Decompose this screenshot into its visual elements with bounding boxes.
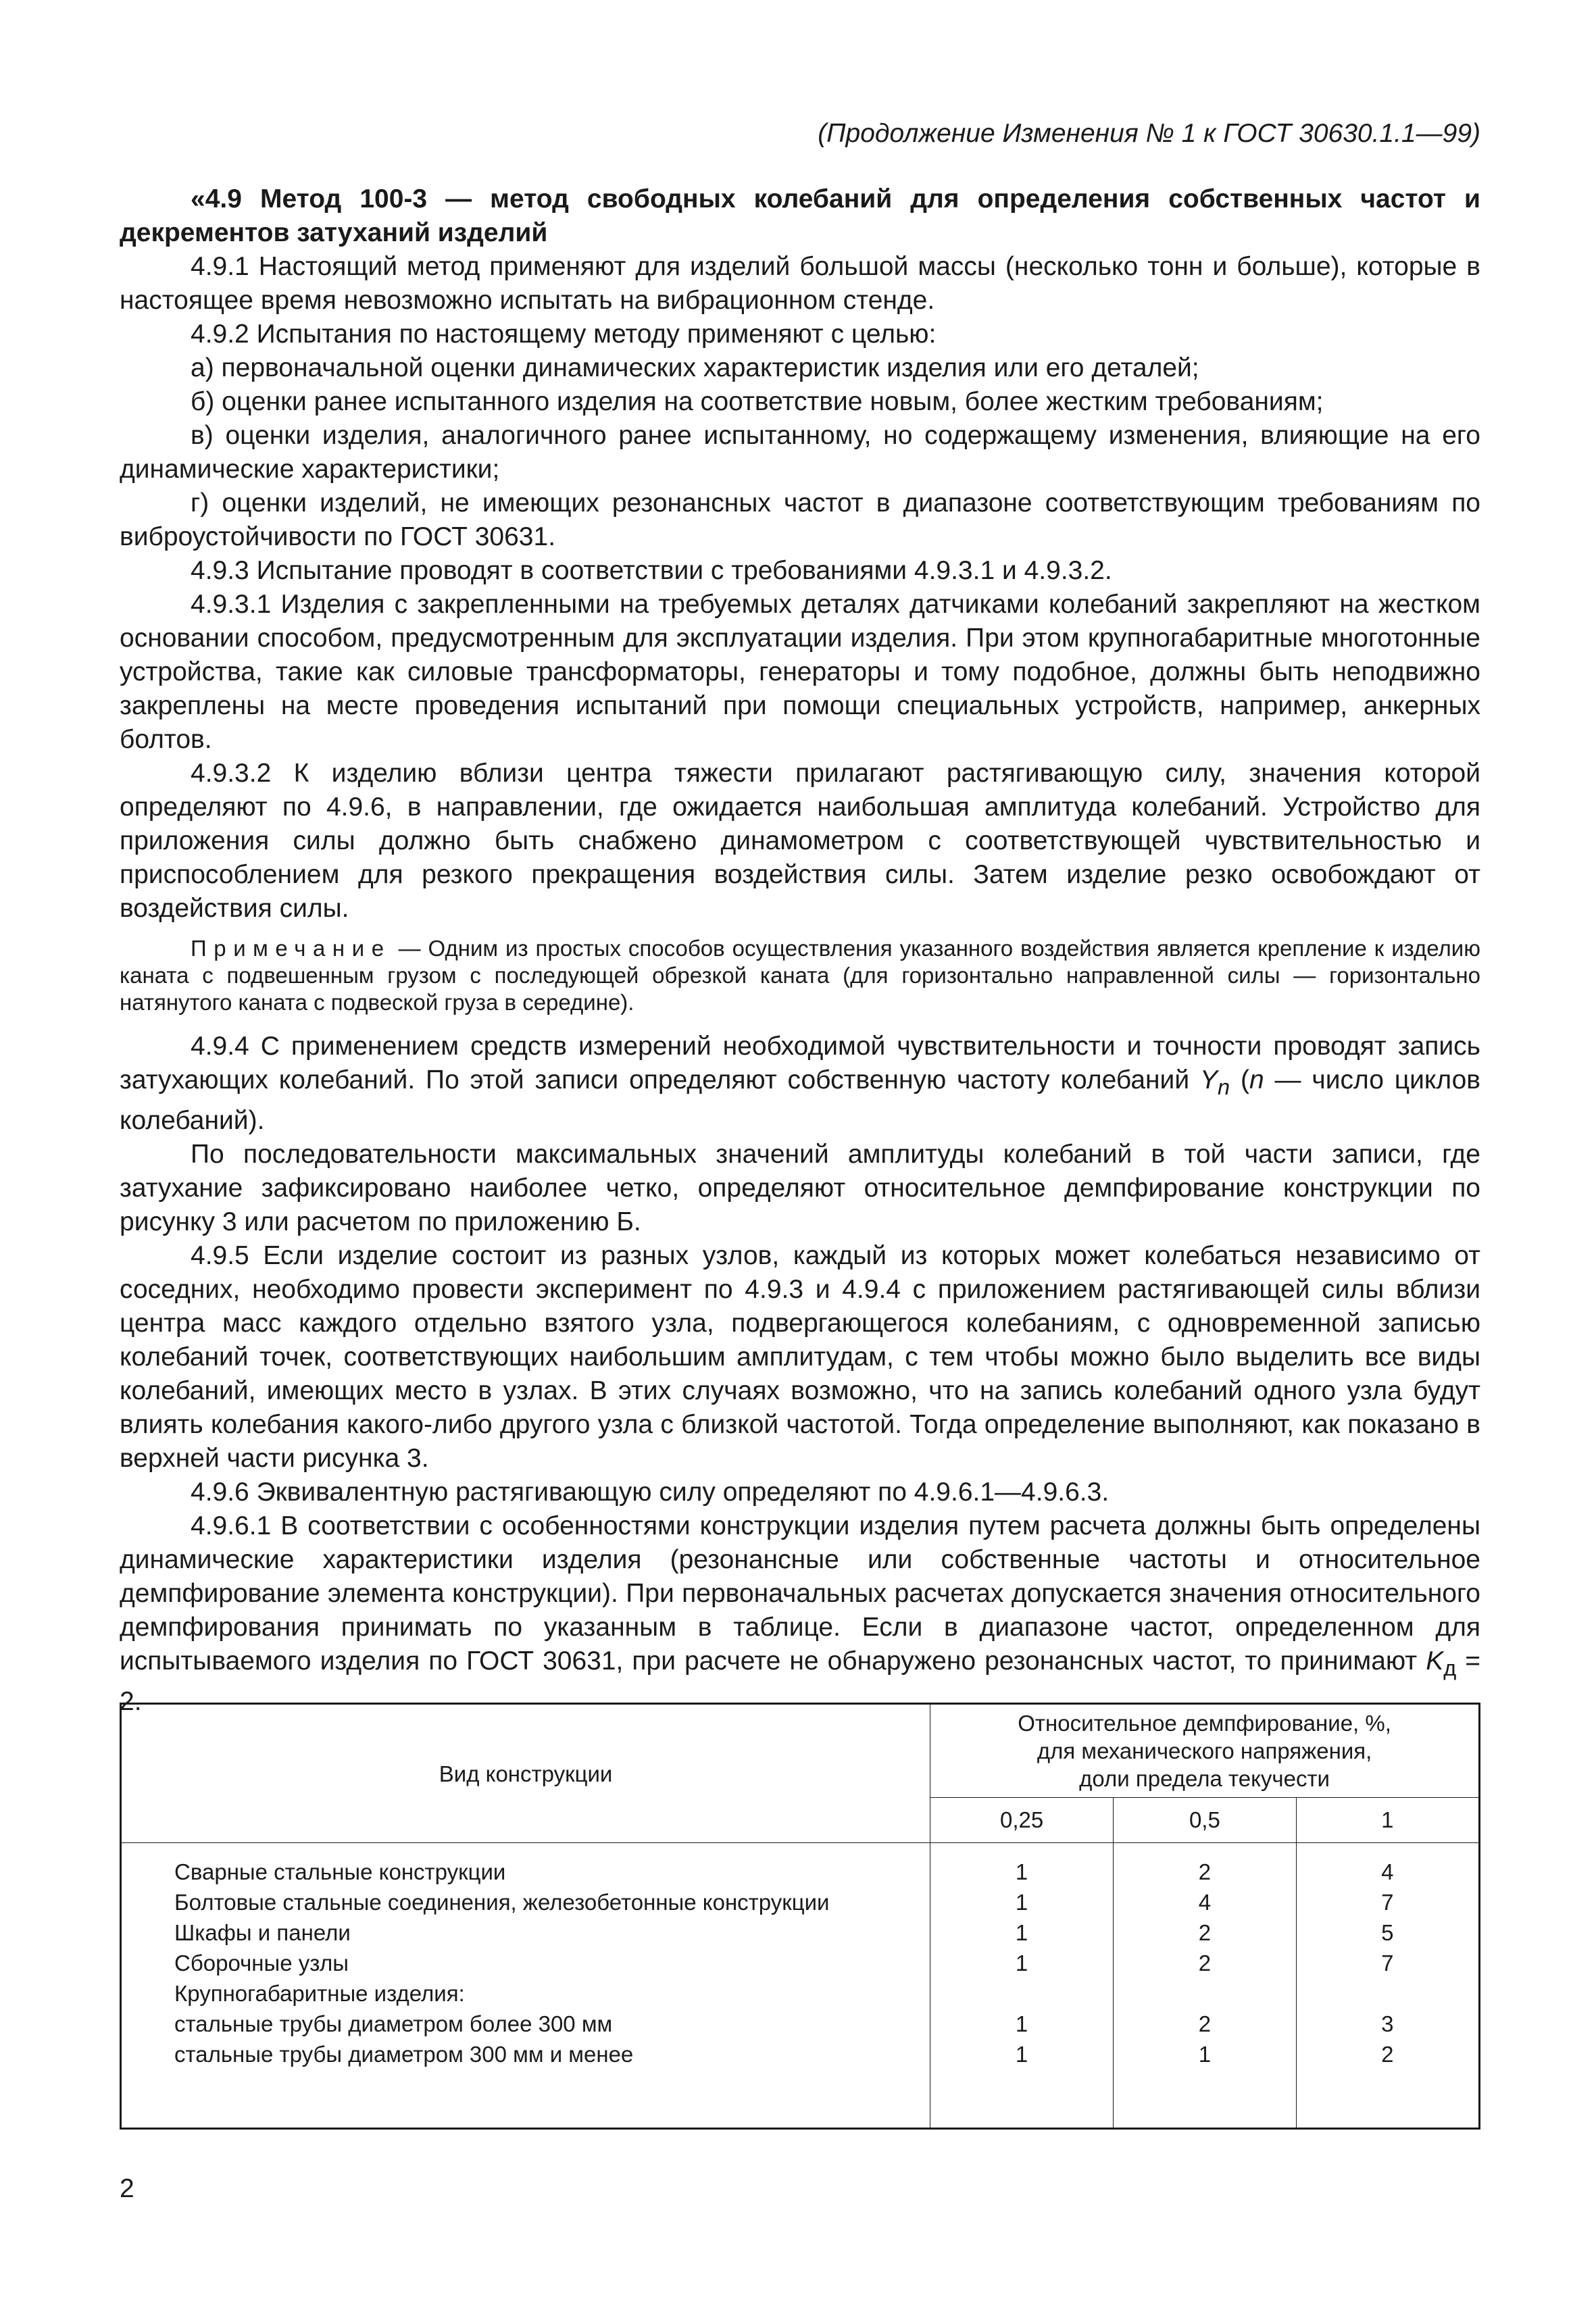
table-row-name: Крупногабаритные изделия: xyxy=(174,1981,465,2006)
table-body-row xyxy=(121,1843,1480,2129)
col-header-damping-line1: Относительное демпфирование, %, xyxy=(1018,1711,1391,1736)
symbol-n-sub: n xyxy=(1218,1074,1230,1099)
table-row-name: стальные трубы диаметром более 300 мм xyxy=(174,2011,613,2036)
paragraph-4-9-4 xyxy=(120,1030,1480,1138)
table-cell-empty xyxy=(1114,1978,1295,2009)
paragraph-4-9-1: 4.9.1 Настоящий метод применяют для изделий большой массы (несколько тонн и больше), которые в настоящее время невозможно испытать на вибрационном стенде. xyxy=(120,252,1480,315)
construction-types xyxy=(121,1843,930,2129)
table-cell: 1 xyxy=(1015,2011,1028,2036)
col-header-kind: Вид конструкции xyxy=(121,1704,930,1843)
paragraph-4-9-3: 4.9.3 Испытание проводят в соответствии с требованиями 4.9.3.1 и 4.9.3.2. xyxy=(191,556,1112,585)
table-cell-empty xyxy=(1297,1978,1478,2009)
list-item-g: г) оценки изделий, не имеющих резонансных частот в диапазоне соответствующим требованиям по виброустойчивости по ГОСТ 30631. xyxy=(120,488,1480,551)
page-number: 2 xyxy=(120,2174,134,2203)
table-cell: 4 xyxy=(1381,1859,1394,1884)
table-cell: 2 xyxy=(1198,1920,1212,1945)
table-cell: 2 xyxy=(1198,1951,1212,1976)
paragraph-4-9-6: 4.9.6 Эквивалентную растягивающую силу определяют по 4.9.6.1—4.9.6.3. xyxy=(191,1477,1109,1507)
note-label: Примечание xyxy=(191,936,391,961)
table-cell: 5 xyxy=(1381,1920,1394,1945)
subheader-1: 1 xyxy=(1296,1798,1479,1843)
paren-open: ( xyxy=(1230,1065,1249,1095)
table-cell: 3 xyxy=(1381,2011,1394,2036)
table-row-name: Шкафы и панели xyxy=(174,1920,351,1945)
paragraph-4-9-2: 4.9.2 Испытания по настоящему методу применяют с целью: xyxy=(191,320,937,349)
list-item-a: а) первоначальной оценки динамических характеристик изделия или его деталей; xyxy=(191,353,1199,382)
values-col-025 xyxy=(930,1843,1114,2129)
table-cell: 1 xyxy=(1198,2042,1212,2067)
symbol-n: n xyxy=(1249,1065,1264,1095)
list-item-v: в) оценки изделия, аналогичного ранее испытанному, но содержащему изменения, влияющие на его динамические характеристики; xyxy=(120,421,1480,484)
subheader-025: 0,25 xyxy=(930,1798,1114,1843)
note-text: — Одним из простых способов осуществления указанного воздействия является крепление к изделию каната с подвешенным грузом с последующей обрезкой каната (для горизонтально направленной силы — горизонтально натянутого каната с подвеской груза в середине). xyxy=(120,936,1480,1015)
col-header-damping-line2: для механического напряжения, xyxy=(1037,1738,1372,1763)
body-text xyxy=(120,182,1480,1719)
note xyxy=(120,935,1480,1016)
paragraph-4-9-3-2: 4.9.3.2 К изделию вблизи центра тяжести прилагают растягивающую силу, значения которой определяют по 4.9.6, в направлении, где ожидается наибольшая амплитуда колебаний. Устройство для приложения силы должно быть снабжено динамометром с соответствующей чувствительностью и приспособлением для резкого прекращения воздействия силы. Затем изделие резко освобождают от воздействия силы. xyxy=(120,759,1480,923)
table-cell: 2 xyxy=(1381,2042,1394,2067)
damping-table xyxy=(120,1703,1480,2130)
table-row-name: Болтовые стальные соединения, железобетонные конструкции xyxy=(174,1890,830,1915)
list-item-b: б) оценки ранее испытанного изделия на соответствие новым, более жестким требованиям; xyxy=(191,387,1324,416)
running-header: (Продолжение Изменения № 1 к ГОСТ 30630.1.1—99) xyxy=(818,119,1480,148)
table-cell: 4 xyxy=(1198,1890,1212,1915)
table-cell: 1 xyxy=(1015,2042,1028,2067)
values-col-1 xyxy=(1296,1843,1479,2129)
paragraph-4-9-5: 4.9.5 Если изделие состоит из разных узлов, каждый из которых может колебаться независимо от соседних, необходимо провести эксперимент по 4.9.3 и 4.9.4 с приложением растягивающей силы вблизи центра масс каждого отдельно взятого узла, подвергающегося колебаниям, с одновременной записью колебаний точек, соответствующих наибольшим амплитудам, с тем чтобы можно было выделить все виды колебаний, имеющих место в узлах. В этих случаях возможно, что на запись колебаний одного узла будут влиять колебания какого-либо другого узла с близкой частотой. Тогда определение выполняют, как показано в верхней части рисунка 3. xyxy=(120,1240,1480,1473)
col-header-damping xyxy=(930,1704,1480,1798)
symbol-k: K xyxy=(1426,1646,1444,1676)
paragraph-4-9-4-text: 4.9.4 С применением средств измерений необходимой чувствительности и точности проводят запись затухающих колебаний. По этой записи определяют собственную частоту колебаний xyxy=(120,1032,1480,1095)
table-cell: 1 xyxy=(1015,1920,1028,1945)
section-title: «4.9 Метод 100-3 — метод свободных колебаний для определения собственных частот и декрементов затуханий изделий xyxy=(120,184,1480,247)
paragraph-damping: По последовательности максимальных значений амплитуды колебаний в той части записи, где затухание зафиксировано наиболее четко, определяют относительное демпфирование конструкции по рисунку 3 или расчетом по приложению Б. xyxy=(120,1139,1480,1236)
values-col-05 xyxy=(1114,1843,1297,2129)
paragraph-4-9-6-1 xyxy=(120,1509,1480,1719)
table-cell-empty xyxy=(931,1978,1112,2009)
symbol-y: Y xyxy=(1200,1065,1218,1095)
table-cell: 1 xyxy=(1015,1890,1028,1915)
table-cell: 2 xyxy=(1198,1859,1212,1884)
paragraph-4-9-6-1-tail: = 2. xyxy=(120,1646,1480,1716)
col-header-damping-line3: доли предела текучести xyxy=(1079,1766,1330,1791)
symbol-k-sub: д xyxy=(1443,1655,1457,1680)
table-cell: 1 xyxy=(1015,1859,1028,1884)
table-cell: 7 xyxy=(1381,1951,1394,1976)
table-cell: 7 xyxy=(1381,1890,1394,1915)
table-row-name: Сварные стальные конструкции xyxy=(174,1859,506,1884)
paragraph-4-9-3-1: 4.9.3.1 Изделия с закрепленными на требуемых деталях датчиками колебаний закрепляют на жестком основании способом, предусмотренным для эксплуатации изделия. При этом крупногабаритные многотонные устройства, такие как силовые трансформаторы, генераторы и тому подобное, должны быть неподвижно закреплены на месте проведения испытаний при помощи специальных устройств, например, анкерных болтов. xyxy=(120,590,1480,754)
table-row-name: стальные трубы диаметром 300 мм и менее xyxy=(174,2042,634,2067)
table-row-name: Сборочные узлы xyxy=(174,1951,349,1976)
table-cell: 1 xyxy=(1015,1951,1028,1976)
paragraph-4-9-4-tail: — число циклов колебаний). xyxy=(120,1065,1480,1135)
table-cell: 2 xyxy=(1198,2011,1212,2036)
paragraph-4-9-6-1-text: 4.9.6.1 В соответствии с особенностями конструкции изделия путем расчета должны быть определены динамические характеристики изделия (резонансные или собственные частоты и относительное демпфирование элемента конструкции). При первоначальных расчетах допускается значения относительного демпфирования принимать по указанным в таблице. Если в диапазоне частот, определенном для испытываемого изделия по ГОСТ 30631, при расчете не обнаружено резонансных частот, то принимают xyxy=(120,1511,1480,1676)
subheader-05: 0,5 xyxy=(1114,1798,1297,1843)
